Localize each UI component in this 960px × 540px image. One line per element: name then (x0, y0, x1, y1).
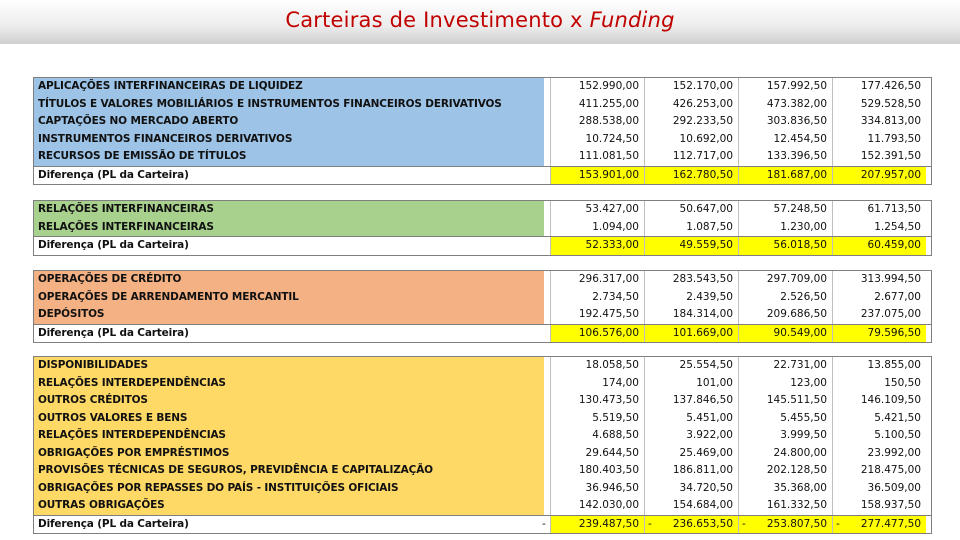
row-label: RECURSOS DE EMISSÃO DE TÍTULOS (34, 148, 544, 166)
row-label: OUTROS CRÉDITOS (34, 392, 544, 410)
total-value-cell (550, 167, 644, 185)
row-label: PROVISÕES TÉCNICAS DE SEGUROS, PREVIDÊNCIA E CAPITALIZAÇÃO (34, 462, 544, 480)
value-cell: 177.426,50 (832, 78, 926, 96)
value-cell: 3.999,50 (738, 427, 832, 445)
row-label: OPERAÇÕES DE CRÉDITO (34, 271, 544, 289)
value-cell: 11.793,50 (832, 131, 926, 149)
value-cell: 1.094,00 (550, 219, 644, 237)
slide-title-bar (0, 0, 960, 44)
value-cell: 18.058,50 (550, 357, 644, 375)
value-cell: 303.836,50 (738, 113, 832, 131)
total-value-cell (644, 237, 738, 255)
slide-title-text: Carteiras de Investimento x (285, 8, 590, 32)
value-cell: 529.528,50 (832, 96, 926, 114)
value-cell: 12.454,50 (738, 131, 832, 149)
value-cell: 426.253,00 (644, 96, 738, 114)
total-value-cell (832, 237, 926, 255)
total-value-cell (832, 325, 926, 343)
value-cell: 4.688,50 (550, 427, 644, 445)
value-cell: 3.922,00 (644, 427, 738, 445)
total-row (34, 236, 931, 255)
total-value: 52.333,00 (585, 239, 639, 251)
total-value-cell (550, 237, 644, 255)
table-row (34, 219, 931, 237)
value-cell: 161.332,50 (738, 497, 832, 515)
total-value-cell (644, 325, 738, 343)
value-cell: 123,00 (738, 375, 832, 393)
value-cell: 158.937,50 (832, 497, 926, 515)
value-cell: 25.554,50 (644, 357, 738, 375)
value-cell: 61.713,50 (832, 201, 926, 219)
row-label: APLICAÇÕES INTERFINANCEIRAS DE LIQUIDEZ (34, 78, 544, 96)
value-cell: 23.992,00 (832, 445, 926, 463)
value-cell: 130.473,50 (550, 392, 644, 410)
total-value: 101.669,00 (672, 326, 733, 339)
row-label: RELAÇÕES INTERDEPENDÊNCIAS (34, 427, 544, 445)
value-cell: 192.475,50 (550, 306, 644, 324)
total-row (34, 166, 931, 185)
value-cell: 112.717,00 (644, 148, 738, 166)
table-row (34, 462, 931, 480)
value-cell: 184.314,00 (644, 306, 738, 324)
total-row (34, 515, 931, 534)
total-value-cell (644, 516, 738, 534)
total-value-cell (550, 325, 644, 343)
negative-sign: - (742, 517, 746, 530)
value-cell: 1.087,50 (644, 219, 738, 237)
total-value: 56.018,50 (773, 239, 827, 251)
table-row (34, 357, 931, 375)
row-label: CAPTAÇÕES NO MERCADO ABERTO (34, 113, 544, 131)
slide-title (0, 0, 960, 32)
value-cell: 5.455,50 (738, 410, 832, 428)
row-label: OPERAÇÕES DE ARRENDAMENTO MERCANTIL (34, 289, 544, 307)
value-cell: 174,00 (550, 375, 644, 393)
value-cell: 296.317,00 (550, 271, 644, 289)
value-cell: 137.846,50 (644, 392, 738, 410)
row-label: OBRIGAÇÕES POR REPASSES DO PAÍS - INSTITUIÇÕES OFICIAIS (34, 480, 544, 498)
asset-liability-group-4 (33, 356, 932, 534)
total-value: 90.549,00 (773, 326, 827, 339)
value-cell: 2.526,50 (738, 289, 832, 307)
value-cell: 5.421,50 (832, 410, 926, 428)
total-label: Diferença (PL da Carteira) (34, 237, 544, 255)
value-cell: 2.677,00 (832, 289, 926, 307)
table-row (34, 306, 931, 324)
value-cell: 292.233,50 (644, 113, 738, 131)
value-cell: 411.255,00 (550, 96, 644, 114)
value-cell: 5.451,00 (644, 410, 738, 428)
asset-liability-group-1 (33, 77, 932, 185)
value-cell: 5.100,50 (832, 427, 926, 445)
value-cell: 1.230,00 (738, 219, 832, 237)
asset-liability-group-3 (33, 270, 932, 343)
total-value: 253.807,50 (766, 517, 827, 530)
total-value-cell (738, 325, 832, 343)
total-label: Diferença (PL da Carteira) (34, 325, 544, 343)
row-label: DEPÓSITOS (34, 306, 544, 324)
value-cell: 145.511,50 (738, 392, 832, 410)
value-cell: 1.254,50 (832, 219, 926, 237)
total-value: 79.596,50 (867, 326, 921, 339)
value-cell: 146.109,50 (832, 392, 926, 410)
total-value-cell (738, 237, 832, 255)
value-cell: 2.439,50 (644, 289, 738, 307)
value-cell: 154.684,00 (644, 497, 738, 515)
total-row (34, 324, 931, 343)
table-row (34, 148, 931, 166)
row-label: OUTRAS OBRIGAÇÕES (34, 497, 544, 515)
total-value: 49.559,50 (679, 239, 733, 251)
total-value: 277.477,50 (860, 517, 921, 530)
table-row (34, 201, 931, 219)
table-row (34, 271, 931, 289)
asset-liability-group-2 (33, 200, 932, 256)
table-row (34, 131, 931, 149)
value-cell: 2.734,50 (550, 289, 644, 307)
value-cell: 152.170,00 (644, 78, 738, 96)
value-cell: 35.368,00 (738, 480, 832, 498)
value-cell: 101,00 (644, 375, 738, 393)
total-value-cell (832, 167, 926, 185)
row-label: DISPONIBILIDADES (34, 357, 544, 375)
total-value: 153.901,00 (578, 168, 639, 181)
table-row (34, 445, 931, 463)
total-value-cell (644, 167, 738, 185)
table-row (34, 113, 931, 131)
total-label: Diferença (PL da Carteira) (34, 516, 544, 534)
value-cell: 13.855,00 (832, 357, 926, 375)
value-cell: 10.692,00 (644, 131, 738, 149)
total-value: 239.487,50 (578, 517, 639, 530)
total-value: 162.780,50 (672, 168, 733, 181)
slide-title-italic: Funding (589, 8, 675, 32)
total-value: 181.687,00 (766, 168, 827, 181)
row-label: OUTROS VALORES E BENS (34, 410, 544, 428)
total-value: 207.957,00 (860, 168, 921, 181)
value-cell: 473.382,00 (738, 96, 832, 114)
value-cell: 180.403,50 (550, 462, 644, 480)
value-cell: 150,50 (832, 375, 926, 393)
value-cell: 297.709,00 (738, 271, 832, 289)
negative-sign: - (648, 517, 652, 530)
row-label: OBRIGAÇÕES POR EMPRÉSTIMOS (34, 445, 544, 463)
value-cell: 36.509,00 (832, 480, 926, 498)
value-cell: 10.724,50 (550, 131, 644, 149)
row-label: RELAÇÕES INTERDEPENDÊNCIAS (34, 375, 544, 393)
value-cell: 313.994,50 (832, 271, 926, 289)
value-cell: 288.538,00 (550, 113, 644, 131)
row-label: TÍTULOS E VALORES MOBILIÁRIOS E INSTRUMENTOS FINANCEIROS DERIVATIVOS (34, 96, 544, 114)
total-value-cell (550, 516, 644, 534)
value-cell: 34.720,50 (644, 480, 738, 498)
value-cell: 237.075,00 (832, 306, 926, 324)
row-label: RELAÇÕES INTERFINANCEIRAS (34, 201, 544, 219)
total-value: 106.576,00 (578, 326, 639, 339)
value-cell: 152.990,00 (550, 78, 644, 96)
negative-sign: - (542, 517, 546, 530)
value-cell: 152.391,50 (832, 148, 926, 166)
table-row (34, 480, 931, 498)
value-cell: 25.469,00 (644, 445, 738, 463)
table-row (34, 427, 931, 445)
table-row (34, 410, 931, 428)
value-cell: 209.686,50 (738, 306, 832, 324)
value-cell: 24.800,00 (738, 445, 832, 463)
value-cell: 57.248,50 (738, 201, 832, 219)
value-cell: 53.427,00 (550, 201, 644, 219)
value-cell: 334.813,00 (832, 113, 926, 131)
table-row (34, 497, 931, 515)
table-row (34, 375, 931, 393)
total-value-cell (738, 516, 832, 534)
value-cell: 5.519,50 (550, 410, 644, 428)
value-cell: 111.081,50 (550, 148, 644, 166)
value-cell: 218.475,00 (832, 462, 926, 480)
total-value: 60.459,00 (867, 239, 921, 251)
total-value-cell (738, 167, 832, 185)
table-row (34, 392, 931, 410)
row-label: INSTRUMENTOS FINANCEIROS DERIVATIVOS (34, 131, 544, 149)
total-value-cell (832, 516, 926, 534)
value-cell: 22.731,00 (738, 357, 832, 375)
total-value: 236.653,50 (672, 517, 733, 530)
value-cell: 50.647,00 (644, 201, 738, 219)
value-cell: 157.992,50 (738, 78, 832, 96)
value-cell: 133.396,50 (738, 148, 832, 166)
value-cell: 202.128,50 (738, 462, 832, 480)
table-row (34, 289, 931, 307)
row-label: RELAÇÕES INTERFINANCEIRAS (34, 219, 544, 237)
value-cell: 36.946,50 (550, 480, 644, 498)
table-row (34, 96, 931, 114)
table-row (34, 78, 931, 96)
value-cell: 142.030,00 (550, 497, 644, 515)
value-cell: 29.644,50 (550, 445, 644, 463)
negative-sign: - (836, 517, 840, 530)
total-label: Diferença (PL da Carteira) (34, 167, 544, 185)
value-cell: 283.543,50 (644, 271, 738, 289)
value-cell: 186.811,00 (644, 462, 738, 480)
